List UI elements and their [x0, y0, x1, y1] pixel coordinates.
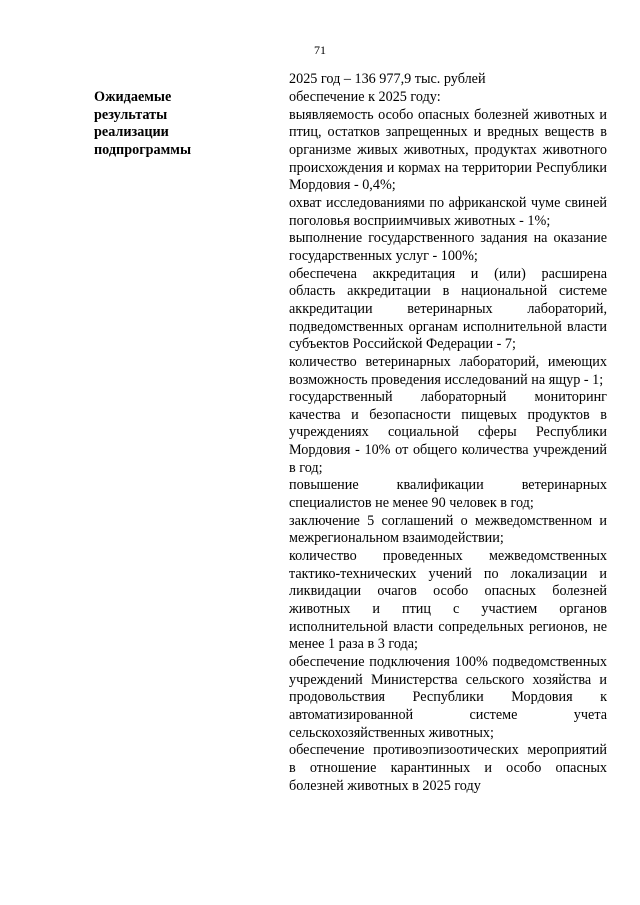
funding-line: 2025 год – 136 977,9 тыс. рублей: [289, 71, 486, 87]
result-item: повышение квалификации ветеринарных специалистов не менее 90 человек в год;: [289, 477, 607, 512]
result-item: охват исследованиями по африканской чуме свиней поголовья восприимчивых животных - 1%;: [289, 194, 607, 229]
result-item: заключение 5 соглашений о межведомственном и межрегиональном взаимодействии;: [289, 512, 607, 547]
result-item: государственный лабораторный мониторинг качества и безопасности пищевых продуктов в учреждениях социальной сферы Республики Мордовия - 10% от общего количества учреждений в год;: [289, 389, 607, 476]
result-item: количество ветеринарных лабораторий, имеющих возможность проведения исследований на ящур - 1;: [289, 353, 607, 388]
result-item: выполнение государственного задания на оказание государственных услуг - 100%;: [289, 230, 607, 264]
expected-results: [289, 89, 607, 795]
result-item: обеспечение подключения 100% подведомственных учреждений Министерства сельского хозяйства и продовольствия Республики Мордовия к автоматизированной системе учета сельскохозяйственных животных;: [289, 654, 607, 741]
result-item: обеспечена аккредитация и (или) расширена область аккредитации в национальной системе аккредитации ветеринарных лабораторий, подведомственных органам исполнительной власти субъектов Российской Федерации - 7;: [289, 265, 607, 353]
results-intro: обеспечение к 2025 году:: [289, 89, 441, 105]
section-label: Ожидаемые результаты реализации подпрограммы: [94, 89, 192, 158]
result-item: выявляемость особо опасных болезней животных и птиц, остатков запрещенных и вредных веществ в организме живых животных, продуктах животного происхождения и кормах на территории Республики Мордовия - 0,4%;: [289, 106, 607, 194]
page-number: 71: [314, 43, 326, 57]
result-item: количество проведенных межведомственных тактико-технических учений по локализации и ликвидации очагов особо опасных болезней животных и птиц с участием органов исполнительной власти сопредельных регионов, не менее 1 раза в 3 года;: [289, 548, 607, 653]
result-item: обеспечение противоэпизоотических мероприятий в отношение карантинных и особо опасных болезней животных в 2025 году: [289, 742, 607, 794]
